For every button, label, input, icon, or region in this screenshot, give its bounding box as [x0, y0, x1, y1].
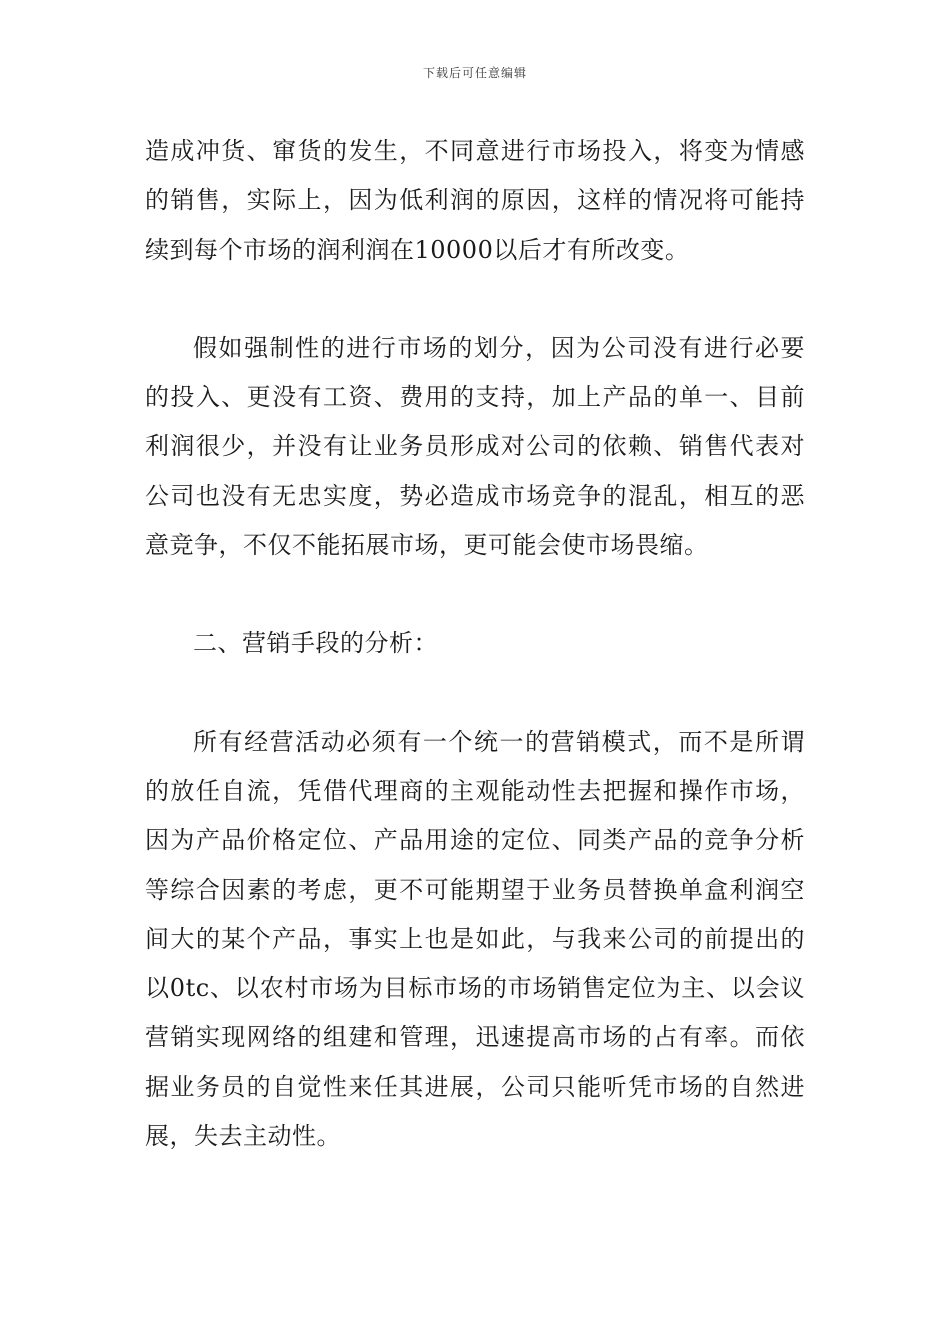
document-body	[145, 127, 805, 1161]
paragraph-spacer	[145, 669, 805, 718]
section-heading: 二、营销手段的分析：	[193, 629, 438, 658]
paragraph-marketing-model: 所有经营活动必须有一个统一的营销模式，而不是所谓的放任自流，凭借代理商的主观能动性去把握和操作市场，因为产品价格定位、产品用途的定位、同类产品的竞争分析等综合因素的考虑，更不可能期望于业务员替换单盒利润空间大的某个产品，事实上也是如此，与我来公司的前提出的以0tc、以农村市场为目标市场的市场销售定位为主、以会议营销实现网络的组建和管理，迅速提高市场的占有率。而依据业务员的自觉性来任其进展，公司只能听凭市场的自然进展，失去主动性。	[145, 727, 805, 1151]
paragraph-market-division: 假如强制性的进行市场的划分，因为公司没有进行必要的投入、更没有工资、费用的支持，加上产品的单一、目前利润很少，并没有让业务员形成对公司的依赖、销售代表对公司也没有无忠实度，势必造成市场竞争的混乱，相互的恶意竞争，不仅不能拓展市场，更可能会使市场畏缩。	[145, 333, 805, 560]
paragraph-spacer	[145, 275, 805, 324]
paragraph-spacer	[145, 570, 805, 619]
page-header: 下载后可任意编辑	[422, 66, 527, 80]
paragraph-continuation: 造成冲货、窜货的发生，不同意进行市场投入，将变为情感的销售，实际上，因为低利润的原因，这样的情况将可能持续到每个市场的润利润在10000以后才有所改变。	[145, 137, 805, 264]
